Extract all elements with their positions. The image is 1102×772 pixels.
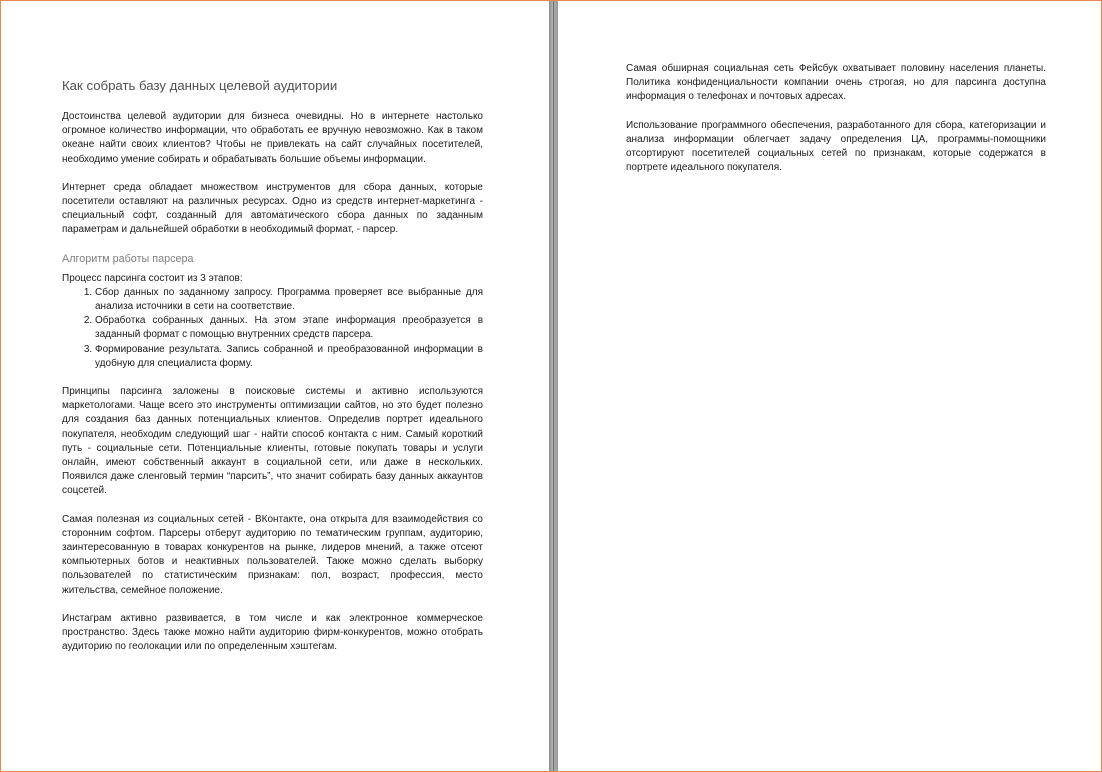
document-title: Как собрать базу данных целевой аудитории	[62, 78, 338, 93]
paragraph: Инстаграм активно развивается, в том числе и как электронное коммерческое пространство. Здесь также можно найти аудиторию фирм-конкурентов, можно отобрать аудиторию по геолокации или по определенным хэштегам.	[62, 612, 483, 653]
list-item: 1. Сбор данных по заданному запросу. Программа проверяет все выбранные для анализа источники в сети на соответствие.	[95, 286, 483, 314]
list-intro: Процесс парсинга состоит из 3 этапов:	[62, 272, 243, 284]
paragraph: Самая полезная из социальных сетей - ВКонтакте, она открыта для взаимодействия со сторонним софтом. Парсеры отберут аудиторию по тематическим группам, аудиторию, заинтересованную в товарах конкурентов на рынке, лидеров мнений, а также отсеют компьютерных ботов и неактивных пользователей. Также можно сделать выборку пользователей по статистическим признакам: пол, возраст, профессия, место жительства, семейное положение.	[62, 513, 483, 596]
page-divider	[549, 1, 558, 771]
paragraph: Самая обширная социальная сеть Фейсбук охватывает половину населения планеты. Политика конфиденциальности компании очень строгая, но для парсинга доступна информация о телефонах и почтовых адресах.	[626, 63, 1046, 103]
page-right	[558, 1, 1101, 771]
list-item: 2. Обработка собранных данных. На этом этапе информация преобразуется в заданный формат с помощью внутренних средств парсера.	[95, 314, 483, 342]
paragraph: Использование программного обеспечения, разработанного для сбора, категоризации и анализа информации облегчает задачу определения ЦА, программы-помощники отсортируют посетителей социальных сетей по признакам, которые содержатся в портрете идеального покупателя.	[626, 119, 1046, 174]
section-heading: Алгоритм работы парсера	[62, 252, 194, 265]
numbered-list	[62, 286, 483, 371]
list-item: 3. Формирование результата. Запись собранной и преобразованной информации в удобную для специалиста форму.	[95, 343, 483, 371]
paragraph: Принципы парсинга заложены в поисковые системы и активно используются маркетологами. Чаще всего это инструменты оптимизации сайтов, но это будет полезно для создания баз данных потенциальных клиентов. Определив портрет идеального покупателя, необходим следующий шаг - найти способ контакта с ним. Самый короткий путь - социальные сети. Потенциальные клиенты, готовые покупать товары и услуги онлайн, имеют собственный аккаунт в социальной сети, или даже в нескольких. Появился даже сленговый термин “парсить”, что значит собирать базу данных аккаунтов соцсетей.	[62, 386, 483, 497]
divider-line	[553, 1, 554, 771]
page-left-content	[62, 77, 483, 669]
page-left	[1, 1, 549, 771]
paragraph: Достоинства целевой аудитории для бизнеса очевидны. Но в интернете настолько огромное количество информации, что обработать ее вручную невозможно. Как в таком океане найти своих клиентов? Чтобы не привлекать на сайт случайных посетителей, необходимо умение собирать и обрабатывать большие объемы информации.	[62, 111, 483, 165]
paragraph: Интернет среда обладает множеством инструментов для сбора данных, которые посетители оставляют на различных ресурсах. Одно из средств интернет-маркетинга - специальный софт, созданный для автоматического сбора данных по заданным параметрам и дальнейшей обработки в необходимый формат, - парсер.	[62, 181, 483, 236]
page-right-content	[626, 62, 1046, 189]
